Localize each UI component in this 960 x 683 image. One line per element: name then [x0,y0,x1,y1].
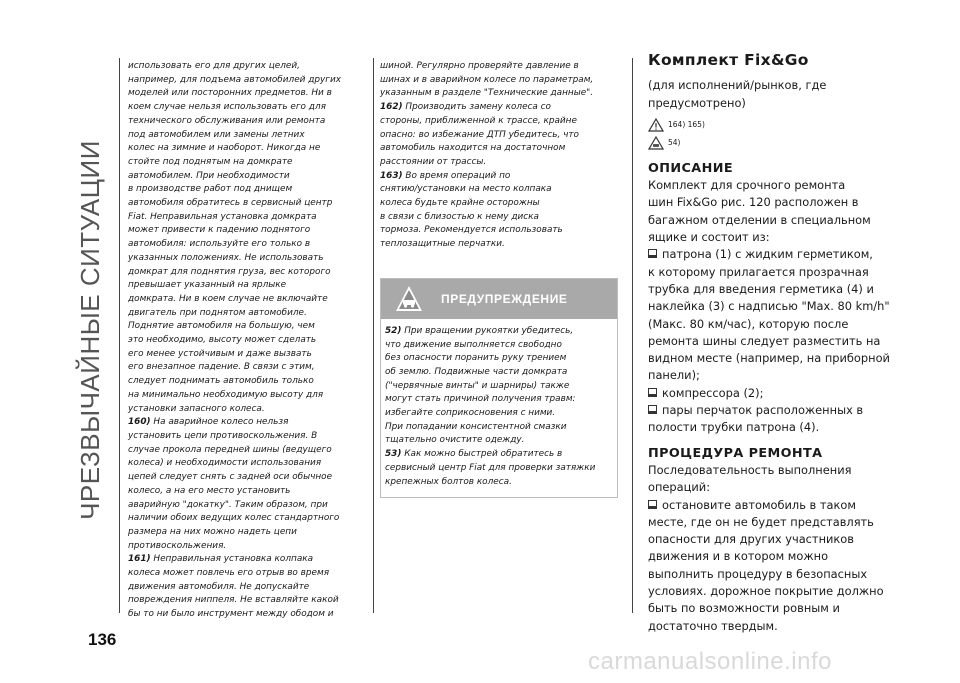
text-line: трубка для введения герметика (4) и [648,281,874,296]
text-line [128,266,368,280]
warning-line [385,339,613,353]
text-line: указанным в разделе "Технические данные". [380,88,594,99]
text-line: месте, где он не будет представлять [648,514,874,529]
text-line [380,142,618,156]
text-column-2 [380,60,618,498]
list-item [648,419,898,436]
text-line [128,293,368,307]
text-line: что движение выполняется свободно [385,339,562,350]
list-item [648,298,898,315]
text-line: аварийную "докатку". Таким образом, при [128,499,328,510]
text-line: патрона (1) с жидким герметиком, [662,247,873,262]
text-line: Последовательность выполнения [648,462,852,477]
text-line [380,211,618,225]
text-line [380,170,618,184]
warning-box [380,278,618,498]
text-line: колеса) и необходимости использования [128,458,322,469]
text-line [128,553,368,567]
text-line: ремонта шины следует разместить на [648,333,881,348]
text-line: шиной. Регулярно проверяйте давление в [380,61,579,71]
text-line [128,416,368,430]
text-line: могут стать причиной получения травм: [385,394,576,405]
bullet-icon [648,500,657,509]
text-line: на минимально необходимую высоту для [128,389,324,400]
text-line: случае прокола передней шины (ведущего [128,444,332,455]
warning-line [385,448,613,462]
list-item [648,531,898,548]
text-line: стойте под поднятым на домкрате [128,156,293,167]
text-line: достаточно твердым. [648,618,778,633]
text-line: превышает указанный на ярлыке [128,280,287,291]
reference-numbers: 164) 165) [668,120,705,130]
reference-line [648,134,898,152]
text-line: выполнить процедуру в безопасных [648,566,868,581]
text-line: пары перчаток расположенных в [662,403,864,418]
list-item [648,333,898,350]
text-line: стороны, приближенной к трассе, крайне [380,115,577,126]
text-line [128,403,368,417]
text-line: установки запасного колеса. [128,403,265,414]
text-line [128,375,368,389]
text-line: указанных положениях. Не использовать [128,252,324,263]
text-line [128,307,368,321]
list-item [648,600,898,617]
text-line: 53) Как можно быстрей обратитесь в [385,449,563,460]
text-line: теплозащитные перчатки. [380,239,505,250]
bullet-icon [648,405,657,414]
text-line: в связи с близостью к нему диска [380,211,539,222]
text-line: 160) На аварийное колесо нельзя [128,417,289,428]
text-line [128,334,368,348]
text-line: домкрата. Ни в коем случае не включайте [128,293,328,304]
text-line [128,444,368,458]
text-line [128,238,368,252]
list-item [648,316,898,333]
text-line: может привести к падению поднятого [128,225,311,236]
text-line: его внезапное падение. В связи с этим, [128,362,315,373]
text-line [128,430,368,444]
text-line [128,252,368,266]
warning-line [385,434,613,448]
text-line [128,211,368,225]
column-divider [119,58,120,613]
section-side-title: ЧРЕЗВЫЧАЙНЫЕ СИТУАЦИИ [75,140,105,520]
text-line: например, для подъема автомобилей других [128,74,341,85]
text-line: остановите автомобиль в таком [662,497,856,512]
text-line: движения автомобиля. Не допускайте [128,581,310,592]
warning-line [385,476,613,490]
section-heading: Комплект Fix&Go [648,51,809,69]
text-line [128,87,368,101]
text-line: Комплект для срочного ремонта [648,178,846,193]
text-line [128,101,368,115]
warning-text [381,319,617,497]
list-item [648,402,898,419]
text-line: движения и в котором можно [648,549,829,564]
text-line: автомобиля: используйте его только в [128,239,311,250]
text-line [128,594,368,608]
warning-line [385,407,613,421]
column-divider [632,58,633,613]
text-line: ящике и состоит из: [648,230,770,245]
text-column-3 [648,52,898,635]
text-line: его менее устойчивым и даже вызвать [128,348,312,359]
warning-triangle-icon [648,118,664,132]
text-line: автомобилем. При необходимости [128,170,290,181]
paragraph-line [648,194,898,211]
list-item [648,583,898,600]
text-line [380,60,618,74]
paragraph-line [648,229,898,246]
warning-line [385,325,613,339]
text-line [128,279,368,293]
text-line [380,183,618,197]
text-line: коем случае нельзя использовать его для [128,102,326,113]
text-line: панели); [648,368,700,383]
text-line: противоскольжения. [128,540,227,551]
text-line: наличии обоих ведущих колес стандартного [128,513,340,524]
list-item [648,367,898,384]
text-line: сервисный центр Fiat для проверки затяжки [385,462,596,473]
text-line [380,197,618,211]
subtitle-line [648,95,898,112]
text-line [128,60,368,74]
text-line [128,361,368,375]
text-line [128,197,368,211]
warning-line [385,352,613,366]
text-line [128,129,368,143]
text-line [380,129,618,143]
text-line: бы то ни было инструмент между ободом и [128,609,334,620]
reference-numbers: 54) [668,138,681,148]
text-line [128,348,368,362]
watermark: carmanualsonline.info [588,648,832,675]
text-line [128,581,368,595]
text-line: опасно: во избежание ДТП убедитесь, что [380,129,579,140]
text-line: автомобиль находится на достаточном [380,143,566,154]
text-line [128,540,368,554]
text-line [128,512,368,526]
text-line: крепежных болтов колеса. [385,476,512,487]
warning-line [385,380,613,394]
subtitle-line [648,77,898,94]
text-line: опасности для других участников [648,532,854,547]
text-line: повреждения ниппеля. Не вставляйте какой [128,595,339,606]
text-line [128,499,368,513]
warning-car-icon [395,285,423,313]
text-line: ("червячные винты" и шарниры) также [385,380,570,391]
text-line: наклейка (3) с надписью "Max. 80 km/h" [648,299,890,314]
text-line [380,74,618,88]
list-item [648,281,898,298]
text-line: без опасности поранить руку трением [385,353,567,364]
text-line [128,156,368,170]
text-line: При попадании консистентной смазки [385,421,567,432]
text-line: 162) Производить замену колеса со [380,102,551,113]
text-line [128,224,368,238]
text-line: расстоянии от трассы. [380,156,487,167]
text-line: об землю. Подвижные части домкрата [385,366,568,377]
text-line [128,526,368,540]
text-line: избегайте соприкосновения с ними. [385,408,556,419]
text-line: компрессора (2); [662,385,764,400]
text-line: моделей или посторонних предметов. Ни в [128,88,332,99]
text-line [128,320,368,334]
text-line: установить цепи противоскольжения. В [128,430,318,441]
warning-line [385,366,613,380]
availability-note [648,77,898,112]
text-line [128,608,368,622]
text-line [380,224,618,238]
text-line: это необходимо, высоту может сделать [128,335,317,346]
warning-title: ПРЕДУПРЕЖДЕНИЕ [441,291,568,306]
text-line: Fiat. Неправильная установка домкрата [128,211,317,222]
text-line: домкрат для поднятия груза, вес которого [128,266,331,277]
text-line [128,471,368,485]
text-line: двигатель при поднятом автомобиле. [128,307,307,318]
paragraph-line [648,212,898,229]
text-line [128,115,368,129]
text-line: полости трубки патрона (4). [648,420,820,435]
warning-line [385,462,613,476]
warning-header [381,279,617,319]
text-line: предусмотрено) [648,95,746,110]
reference-line [648,116,898,134]
page-number: 136 [88,630,117,649]
text-line: технического обслуживания или ремонта [128,115,326,126]
text-line [128,389,368,403]
list-item [648,566,898,583]
text-line: колесо, а на его место установить [128,485,291,496]
list-item [648,246,898,263]
text-line: к которому прилагается прозрачная [648,264,869,279]
list-item [648,514,898,531]
text-line: Поднятие автомобиля на большую, чем [128,321,315,332]
text-line: тормоза. Рекомендуется использовать [380,225,563,236]
text-line: (Макс. 80 км/час), которую после [648,316,849,331]
text-line [128,183,368,197]
text-line [380,101,618,115]
text-line [380,87,618,101]
text-line: под автомобилем или замены летних [128,129,305,140]
list-item [648,548,898,565]
text-line [128,170,368,184]
text-line: 161) Неправильная установка колпака [128,554,314,565]
warning-line [385,393,613,407]
text-line: колеса будьте крайне осторожны [380,198,540,209]
text-line: шин Fix&Go рис. 120 расположен в [648,195,859,210]
section-title-procedure: ПРОЦЕДУРА РЕМОНТА [648,445,823,461]
text-line: цепей следует снять с задней оси обычное [128,472,333,483]
warning-line [385,421,613,435]
text-line: (для исполнений/рынков, где [648,78,827,93]
list-item [648,385,898,402]
text-line [380,238,618,252]
text-line: 163) Во время операций по [380,170,511,181]
list-item [648,497,898,514]
text-line: автомобиля обратитесь в сервисный центр [128,198,333,209]
section-title-description: ОПИСАНИЕ [648,160,733,176]
text-line: быть по возможности ровным и [648,601,840,616]
text-line: колес на зимние и наоборот. Никогда не [128,143,321,154]
text-line [128,142,368,156]
list-item [648,264,898,281]
text-line: багажном отделении в специальном [648,212,871,227]
bullet-icon [648,249,657,258]
text-line: следует поднимать автомобиль только [128,376,314,387]
text-line [380,115,618,129]
text-line: использовать его для других целей, [128,61,300,71]
paragraph-line [648,177,898,194]
list-item [648,350,898,367]
text-column-1 [128,60,368,622]
text-line: тщательно очистите одежду. [385,435,525,446]
text-line: в производстве работ под днищем [128,184,293,195]
text-line: колеса может повлечь его отрыв во время [128,568,330,579]
text-line: 52) При вращении рукоятки убедитесь, [385,325,574,336]
text-line: операций: [648,480,711,495]
text-line [128,485,368,499]
text-line [128,74,368,88]
text-line [128,457,368,471]
text-line: видном месте (например, на приборной [648,351,890,366]
paragraph-line [648,479,898,496]
list-item [648,618,898,635]
text-line: шинах и в аварийном колесе по параметрам, [380,74,594,85]
text-line: условиях. дорожное покрытие должно [648,584,884,599]
text-line: снятию/установки на место колпака [380,184,552,195]
caution-triangle-icon [648,136,664,150]
bullet-icon [648,388,657,397]
paragraph-line [648,462,898,479]
text-line: размера на них можно надеть цепи [128,526,297,537]
text-line [128,567,368,581]
column-divider [373,58,374,613]
text-line [380,156,618,170]
